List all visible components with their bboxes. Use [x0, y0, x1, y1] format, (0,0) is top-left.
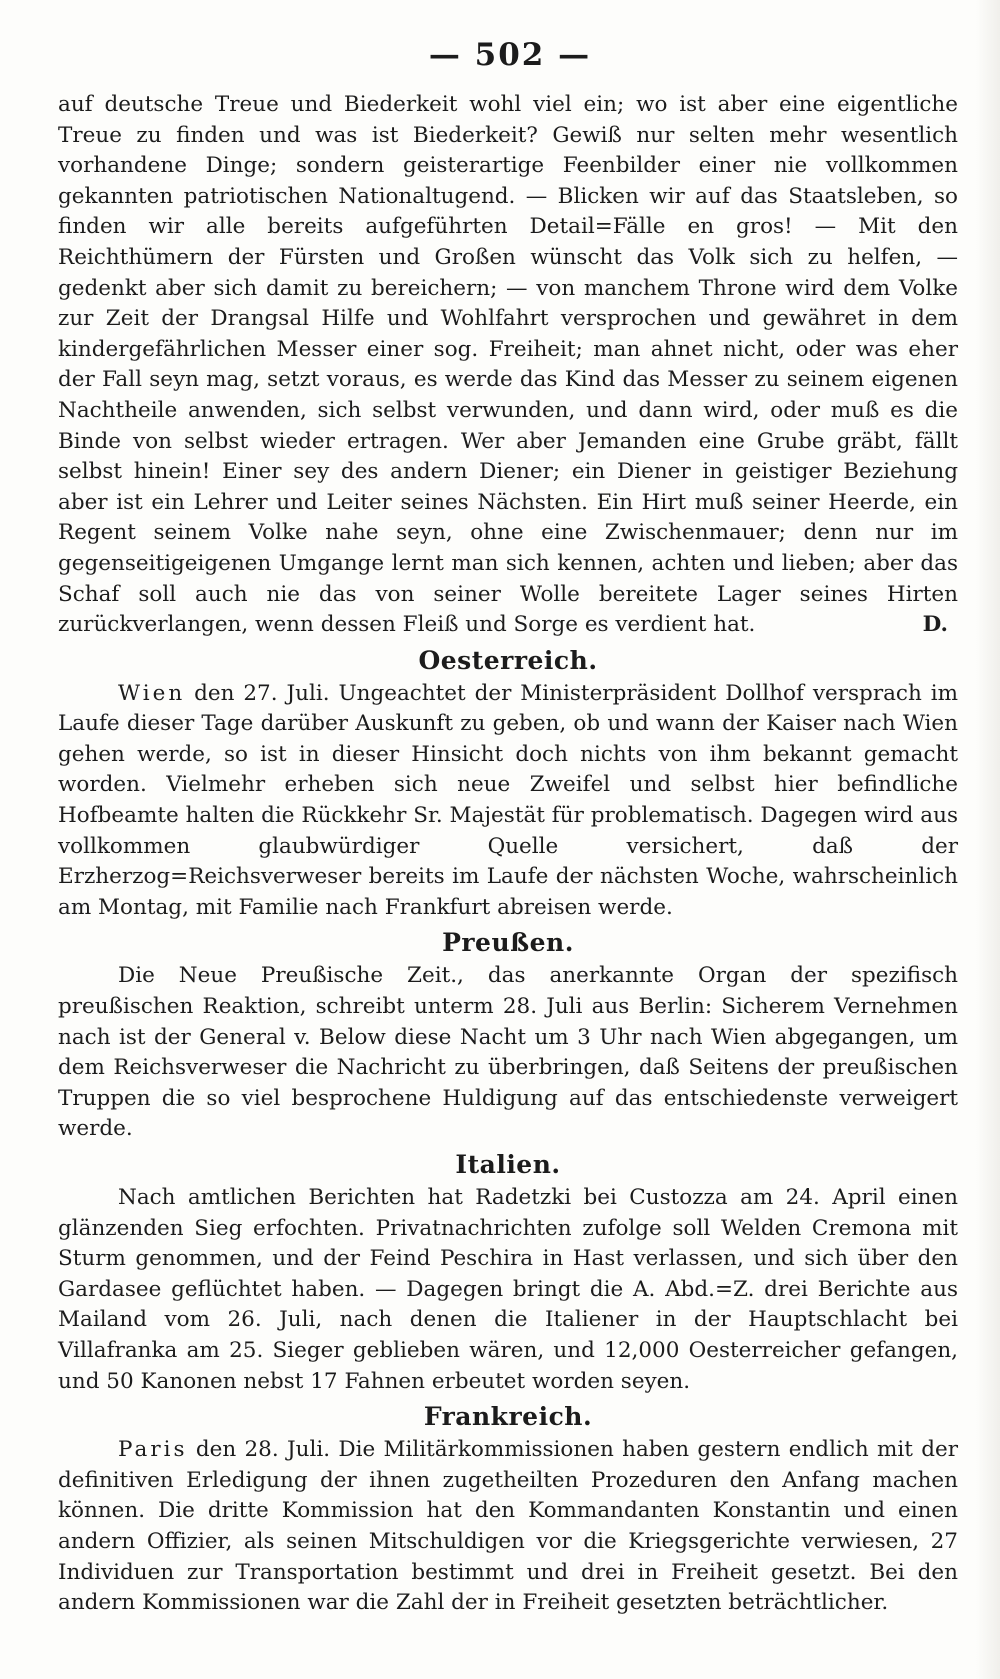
section-heading-italien: Italien. [455, 1150, 561, 1179]
text-column [58, 90, 958, 1619]
page-edge-shadow [976, 0, 1000, 1679]
section-heading-oesterreich: Oesterreich. [418, 645, 598, 675]
article-text: Die Neue Preußische Zeit., das anerkannte Organ der spezifisch preußischen Reaktion, schreibt unterm 28. Juli aus Berlin: Sicherem Vernehmen nach ist der General v. Below diese Nacht um 3 Uhr nach Wien abgegangen, um dem Reichsverweser die Nachricht zu überbringen, daß Seitens der preußischen Truppen die so viel besprochene Huldigung auf das entschiedenste verweigert werde. [58, 963, 958, 1142]
intro-text: auf deutsche Treue und Biederkeit wohl viel ein; wo ist aber eine eigentliche Treue zu finden und was ist Biederkeit? Gewiß nur selten mehr wesentlich vorhandene Dinge; sondern geisterartige Feenbilder einer nie vollkommen gekannten patriotischen Nationaltugend. — Blicken wir auf das Staatsleben, so finden wir alle bereits aufgeführten Detail=Fälle en gros! — Mit den Reichthümern der Fürsten und Großen wünscht das Volk sich zu helfen, — gedenkt aber sich damit zu bereichern; — von manchem Throne wird dem Volke zur Zeit der Drangsal Hilfe und Wohlfahrt versprochen und gewähret in dem kindergefährlichen Messer einer sog. Freiheit; man ahnet nicht, oder was eher der Fall seyn mag, setzt voraus, es werde das Kind das Messer zu seinem eigenen Nachtheile anwenden, sich selbst verwunden, und dann wird, oder muß es die Binde von selbst wieder ertragen. Wer aber Jemanden eine Grube gräbt, fällt selbst hinein! Einer sey des andern Diener; ein Diener in geistiger Beziehung aber ist ein Lehrer und Leiter seines Nächsten. Ein Hirt muß seiner Heerde, ein Regent seinem Volke nahe seyn, ohne eine Zwischenmauer; denn nur im gegenseitigeigenen Umgange lernt man sich kennen, achten und lieben; aber das Schaf soll auch nie das von seiner Wolle bereitete Lager seines Hirten zurückverlangen, wenn dessen Fleiß und Sorge es verdient hat. [58, 92, 958, 638]
section-text-oesterreich [58, 679, 958, 924]
dateline-paris: Paris [118, 1437, 188, 1463]
section-text-frankreich [58, 1435, 958, 1619]
section-heading-preussen: Preußen. [442, 928, 574, 958]
article-text: den 27. Juli. Ungeachtet der Ministerpräsident Dollhof versprach im Laufe dieser Tage darüber Auskunft zu geben, ob und wann der Kaiser nach Wien gehen werde, so ist in dieser Hinsicht doch nichts von ihm bekannt gemacht worden. Vielmehr erheben sich neue Zweifel und selbst hier befindliche Hofbeamte halten die Rückkehr Sr. Majestät für problematisch. Dagegen wird aus vollkommen glaubwürdiger Quelle versichert, daß der Erzherzog=Reichsverweser bereits im Laufe der nächsten Woche, wahrscheinlich am Montag, mit Familie nach Frankfurt abreisen werde. [58, 680, 958, 920]
article-text: den 28. Juli. Die Militärkommissionen haben gestern endlich mit der definitiven Erledigung der ihnen zugetheilten Prozeduren den Anfang machen können. Die dritte Kommission hat den Kommandanten Konstantin und einen andern Offizier, als seinen Mitschuldigen vor die Kriegsgerichte verwiesen, 27 Individuen zur Transportation bestimmt und drei in Freiheit gesetzt. Bei den andern Kommissionen war die Zahl der in Freiheit gesetzten beträchtlicher. [58, 1437, 958, 1616]
intro-paragraph [58, 90, 958, 641]
page-number: — 502 — [428, 37, 592, 73]
section-text-preussen [58, 961, 958, 1145]
section-text-italien [58, 1183, 958, 1397]
author-signoff: D. [922, 612, 948, 638]
dateline-wien: Wien [118, 680, 186, 706]
section-heading-frankreich: Frankreich. [423, 1402, 593, 1432]
article-text: Nach amtlichen Berichten hat Radetzki bei Custozza am 24. April einen glänzenden Sieg erfochten. Privatnachrichten zufolge soll Welden Cremona mit Sturm genommen, und der Feind Peschira in Hast verlassen, und sich über den Gardasee geflüchtet haben. — Dagegen bringt die A. Abd.=Z. drei Berichte aus Mailand vom 26. Juli, nach denen die Italiener in der Hauptschlacht bei Villafranka am 25. Sieger geblieben wären, und 12,000 Oesterreicher gefangen, und 50 Kanonen nebst 17 Fahnen erbeutet worden seyen. [58, 1185, 958, 1394]
